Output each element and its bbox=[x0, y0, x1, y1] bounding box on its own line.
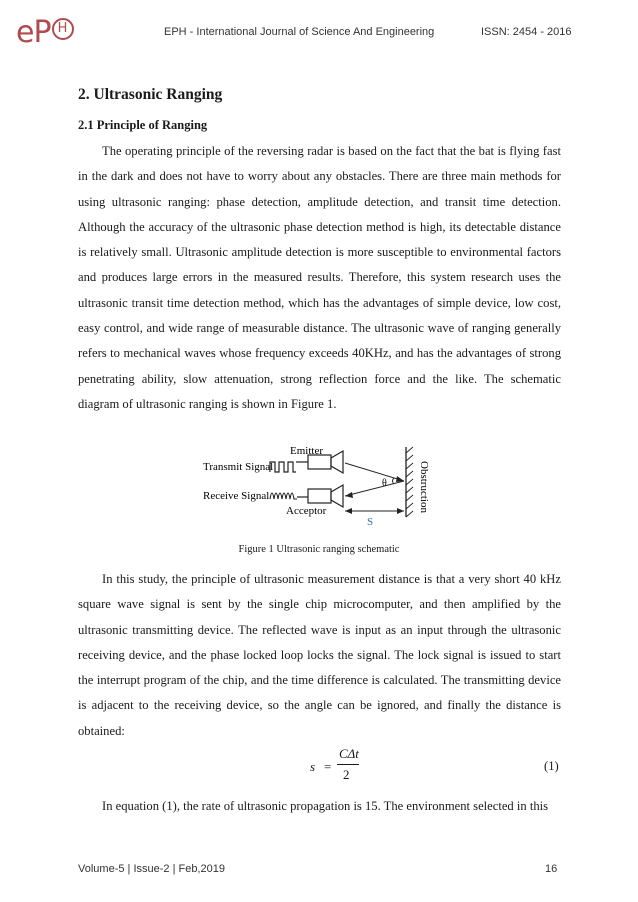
reflect-ray-arrow bbox=[345, 492, 353, 498]
section-title: 2. Ultrasonic Ranging bbox=[78, 86, 223, 103]
page-number: 16 bbox=[545, 863, 558, 875]
journal-title: EPH - International Journal of Science And Engineering bbox=[164, 26, 435, 38]
eph-logo: eP H bbox=[16, 16, 74, 50]
emitter-label: Emitter bbox=[290, 445, 323, 457]
square-wave bbox=[270, 462, 296, 472]
paragraph-equation: In equation (1), the rate of ultrasonic propagation is 15. The environment selected in this bbox=[102, 799, 549, 813]
emit-ray bbox=[345, 463, 404, 481]
theta-label: θ bbox=[382, 478, 387, 489]
page-header bbox=[16, 15, 572, 50]
paragraph-principle: The operating principle of the reversing radar is based on the fact that the bat is flying fast in the dark and does not have to worry about any obstacles. There are three main methods for using ultrasonic ranging: phase detection, amplitude detection, and transit time detection. Although the accuracy of the ultrasonic phase detection method is high, its detectable distance is relatively small. Ultrasonic amplitude detection is more susceptible to environmental factors and produces large errors in the measured results. Therefore, this system research uses the ultrasonic transit time detection method, which has the advantages of simple device, low cost, easy control, and wide range of measurable distance. The ultrasonic wave of ranging generally refers to mechanical waves whose frequency exceeds 40KHz, and has the advantages of strong penetrating ability, slow attenuation, strong reflection force and the like. The schematic diagram of ultrasonic ranging is shown in Figure 1. bbox=[78, 144, 561, 411]
eq-fraction-bar bbox=[337, 764, 359, 765]
emitter-box bbox=[308, 455, 331, 469]
footer-volume: Volume-5 | Issue-2 | Feb,2019 bbox=[78, 863, 225, 875]
issn: ISSN: 2454 - 2016 bbox=[481, 26, 572, 38]
equation bbox=[310, 746, 359, 789]
schematic-diagram bbox=[200, 441, 440, 528]
obstruction-label: Obstruction bbox=[418, 461, 430, 513]
distance-arrow-right bbox=[397, 508, 404, 514]
eq-denominator: 2 bbox=[343, 767, 350, 782]
eq-numerator: CΔt bbox=[339, 746, 359, 761]
figure-caption: Figure 1 Ultrasonic ranging schematic bbox=[238, 544, 400, 555]
equation-number: (1) bbox=[544, 759, 559, 773]
acceptor-box bbox=[308, 489, 331, 503]
eq-lhs: s bbox=[310, 759, 316, 774]
reflect-ray bbox=[345, 481, 404, 496]
wall-hatching bbox=[406, 447, 413, 517]
ultrasonic-ranging-figure bbox=[200, 441, 440, 528]
distance-arrow-left bbox=[345, 508, 352, 514]
acceptor-horn bbox=[331, 485, 343, 507]
angle-arc bbox=[393, 478, 395, 484]
logo-badge: H bbox=[52, 18, 74, 40]
paragraph-study: In this study, the principle of ultrasonic measurement distance is that a very short 40 kHz square wave signal is sent by the single chip microcomputer, and then amplified by the ultrasonic transmitting device. The reflected wave is input as an input through the ultrasonic receiving device, and the phase locked loop locks the signal. The lock signal is issued to start the interrupt program of the chip, and the time difference is calculated. The transmitting device is adjacent to the receiving device, so the angle can be ignored, and finally the distance is obtained: bbox=[78, 572, 561, 738]
acceptor-label: Acceptor bbox=[286, 505, 327, 517]
receive-signal-label: Receive Signal bbox=[203, 490, 270, 502]
eq-equals: = bbox=[324, 759, 332, 774]
distance-label: S bbox=[367, 516, 374, 528]
emitter-horn bbox=[331, 451, 343, 473]
transmit-signal-label: Transmit Signal bbox=[203, 461, 274, 473]
subsection-title: 2.1 Principle of Ranging bbox=[78, 118, 208, 132]
sine-wave bbox=[270, 493, 297, 499]
